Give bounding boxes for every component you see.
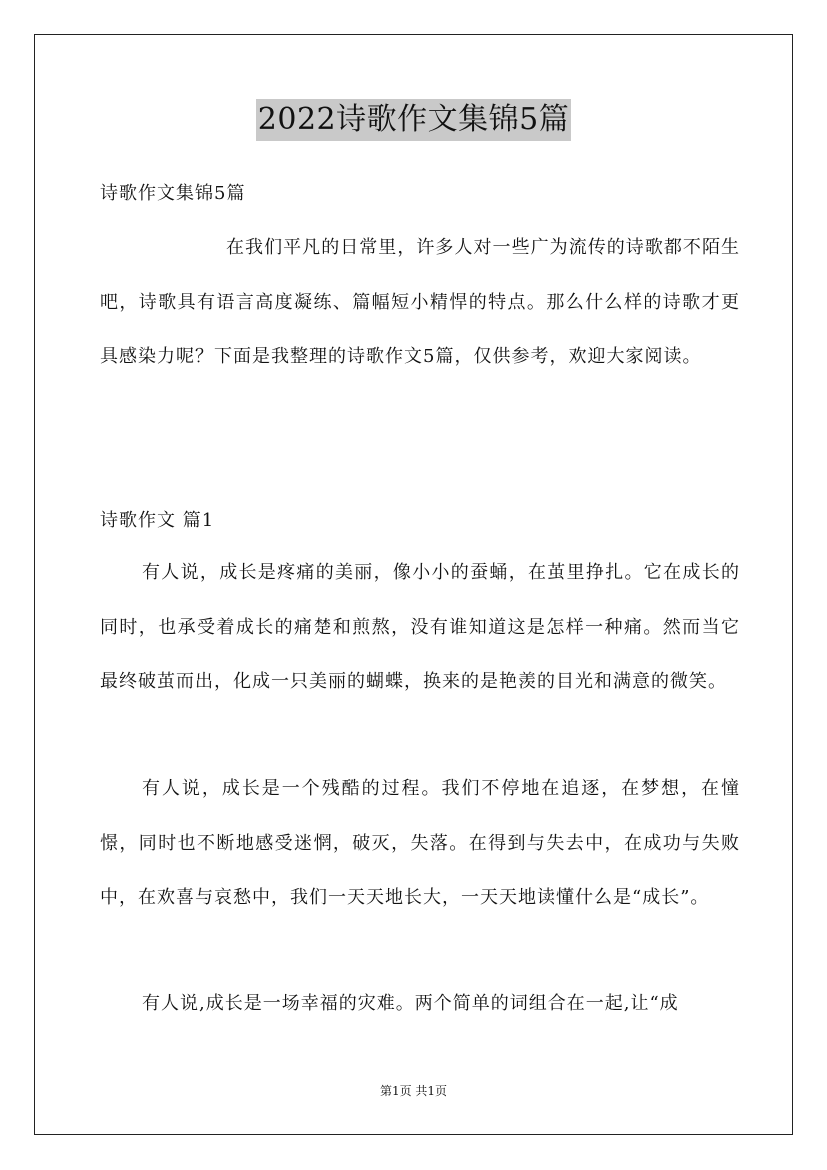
body-paragraph-3: 有人说,成长是一场幸福的灾难。两个简单的词组合在一起,让“成 bbox=[142, 993, 679, 1014]
document-subtitle: 诗歌作文集锦5篇 bbox=[100, 183, 246, 204]
page-footer: 第1页 共1页 bbox=[379, 1084, 448, 1098]
body-paragraph-1: 有人说，成长是疼痛的美丽，像小小的蚕蛹，在茧里挣扎。它在成长的同时，也承受着成长的痛楚和煎熬，没有谁知道这是怎样一种痛。然而当它最终破茧而出，化成一只美丽的蝴蝶，换来的是艳羡的目光和满意的微笑。 bbox=[100, 562, 740, 692]
document-title: 2022诗歌作文集锦5篇 bbox=[256, 99, 571, 141]
body-paragraph-2: 有人说，成长是一个残酷的过程。我们不停地在追逐，在梦想，在憧憬，同时也不断地感受迷惘，破灭，失落。在得到与失去中，在成功与失败中，在欢喜与哀愁中，我们一天天地长大，一天天地读懂什么是“成长”。 bbox=[100, 778, 740, 908]
title-container bbox=[0, 99, 827, 141]
intro-paragraph: 在我们平凡的日常里，许多人对一些广为流传的诗歌都不陌生吧，诗歌具有语言高度凝练、篇幅短小精悍的特点。那么什么样的诗歌才更具感染力呢？下面是我整理的诗歌作文5篇，仅供参考，欢迎大家阅读。 bbox=[100, 237, 740, 367]
section-heading: 诗歌作文 篇1 bbox=[100, 510, 215, 531]
